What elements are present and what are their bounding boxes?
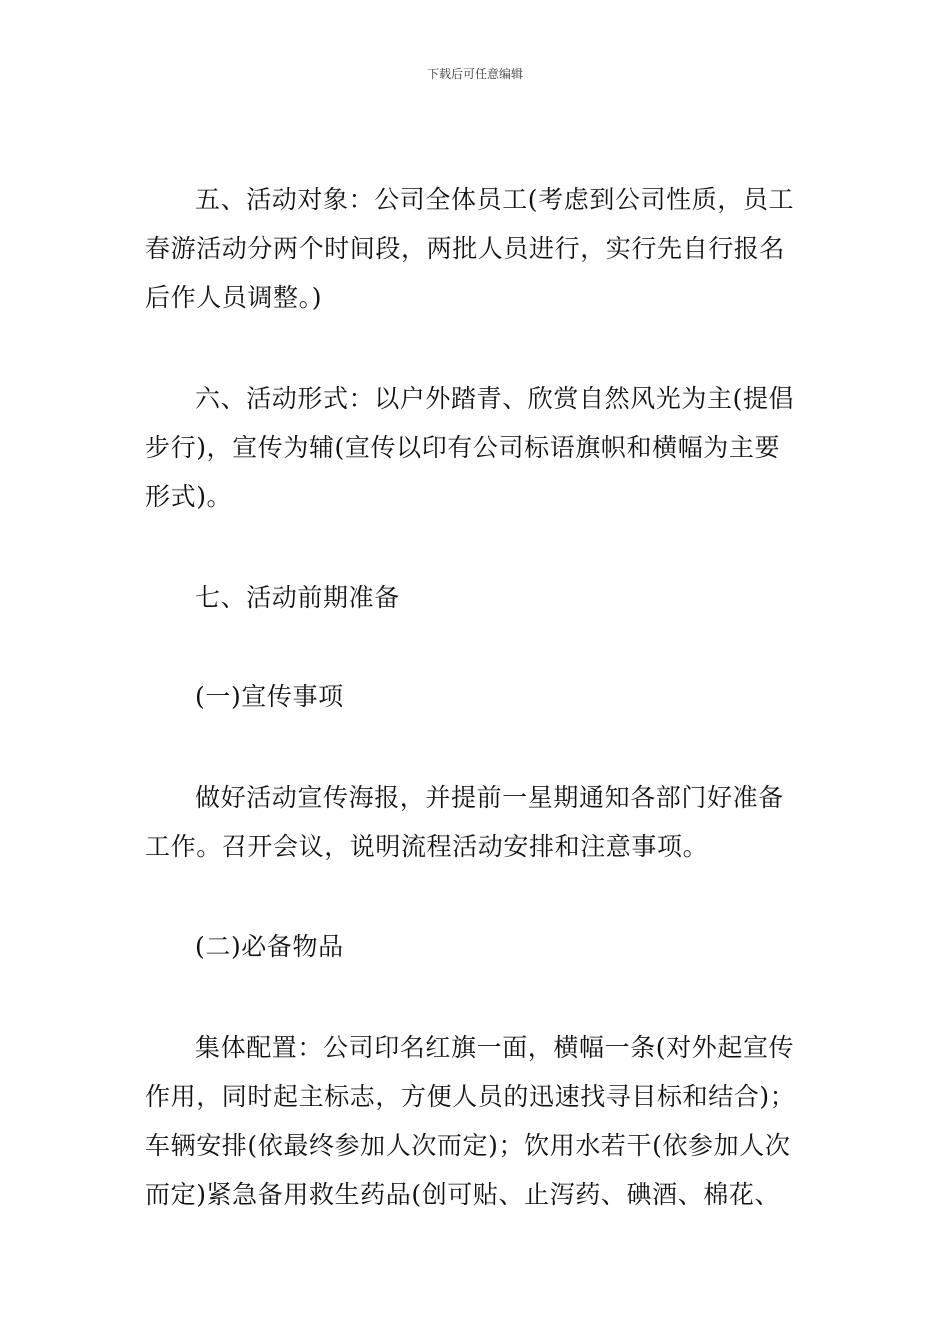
subsection-heading: (一)宣传事项 bbox=[195, 682, 344, 711]
text-line: 五、活动对象：公司全体员工(考虑到公司性质，员工 bbox=[195, 185, 795, 214]
text-line: 形式)。 bbox=[145, 482, 233, 511]
text-line: 六、活动形式：以户外踏青、欣赏自然风光为主(提倡 bbox=[195, 384, 795, 413]
text-line: 工作。召开会议，说明流程活动安排和注意事项。 bbox=[145, 832, 709, 861]
page-header: 下载后可任意编辑 bbox=[426, 67, 523, 81]
text-line: 作用，同时起主标志，方便人员的迅速找寻目标和结合)； bbox=[145, 1082, 796, 1111]
text-line: 做好活动宣传海报，并提前一星期通知各部门好准备 bbox=[195, 783, 784, 812]
text-line: 步行)，宣传为辅(宣传以印有公司标语旗帜和横幅为主要 bbox=[145, 433, 781, 462]
text-line: 而定)紧急备用救生药品(创可贴、止泻药、碘酒、棉花、 bbox=[145, 1180, 781, 1209]
text-line: 春游活动分两个时间段，两批人员进行，实行先自行报名 bbox=[145, 234, 786, 263]
text-line: 集体配置：公司印名红旗一面，横幅一条(对外起宣传 bbox=[195, 1033, 795, 1062]
subsection-heading: (二)必备物品 bbox=[195, 932, 344, 961]
section-heading: 七、活动前期准备 bbox=[195, 583, 400, 612]
text-line: 后作人员调整。) bbox=[145, 283, 323, 312]
text-line: 车辆安排(依最终参加人次而定)；饮用水若干(依参加人次 bbox=[145, 1131, 791, 1160]
